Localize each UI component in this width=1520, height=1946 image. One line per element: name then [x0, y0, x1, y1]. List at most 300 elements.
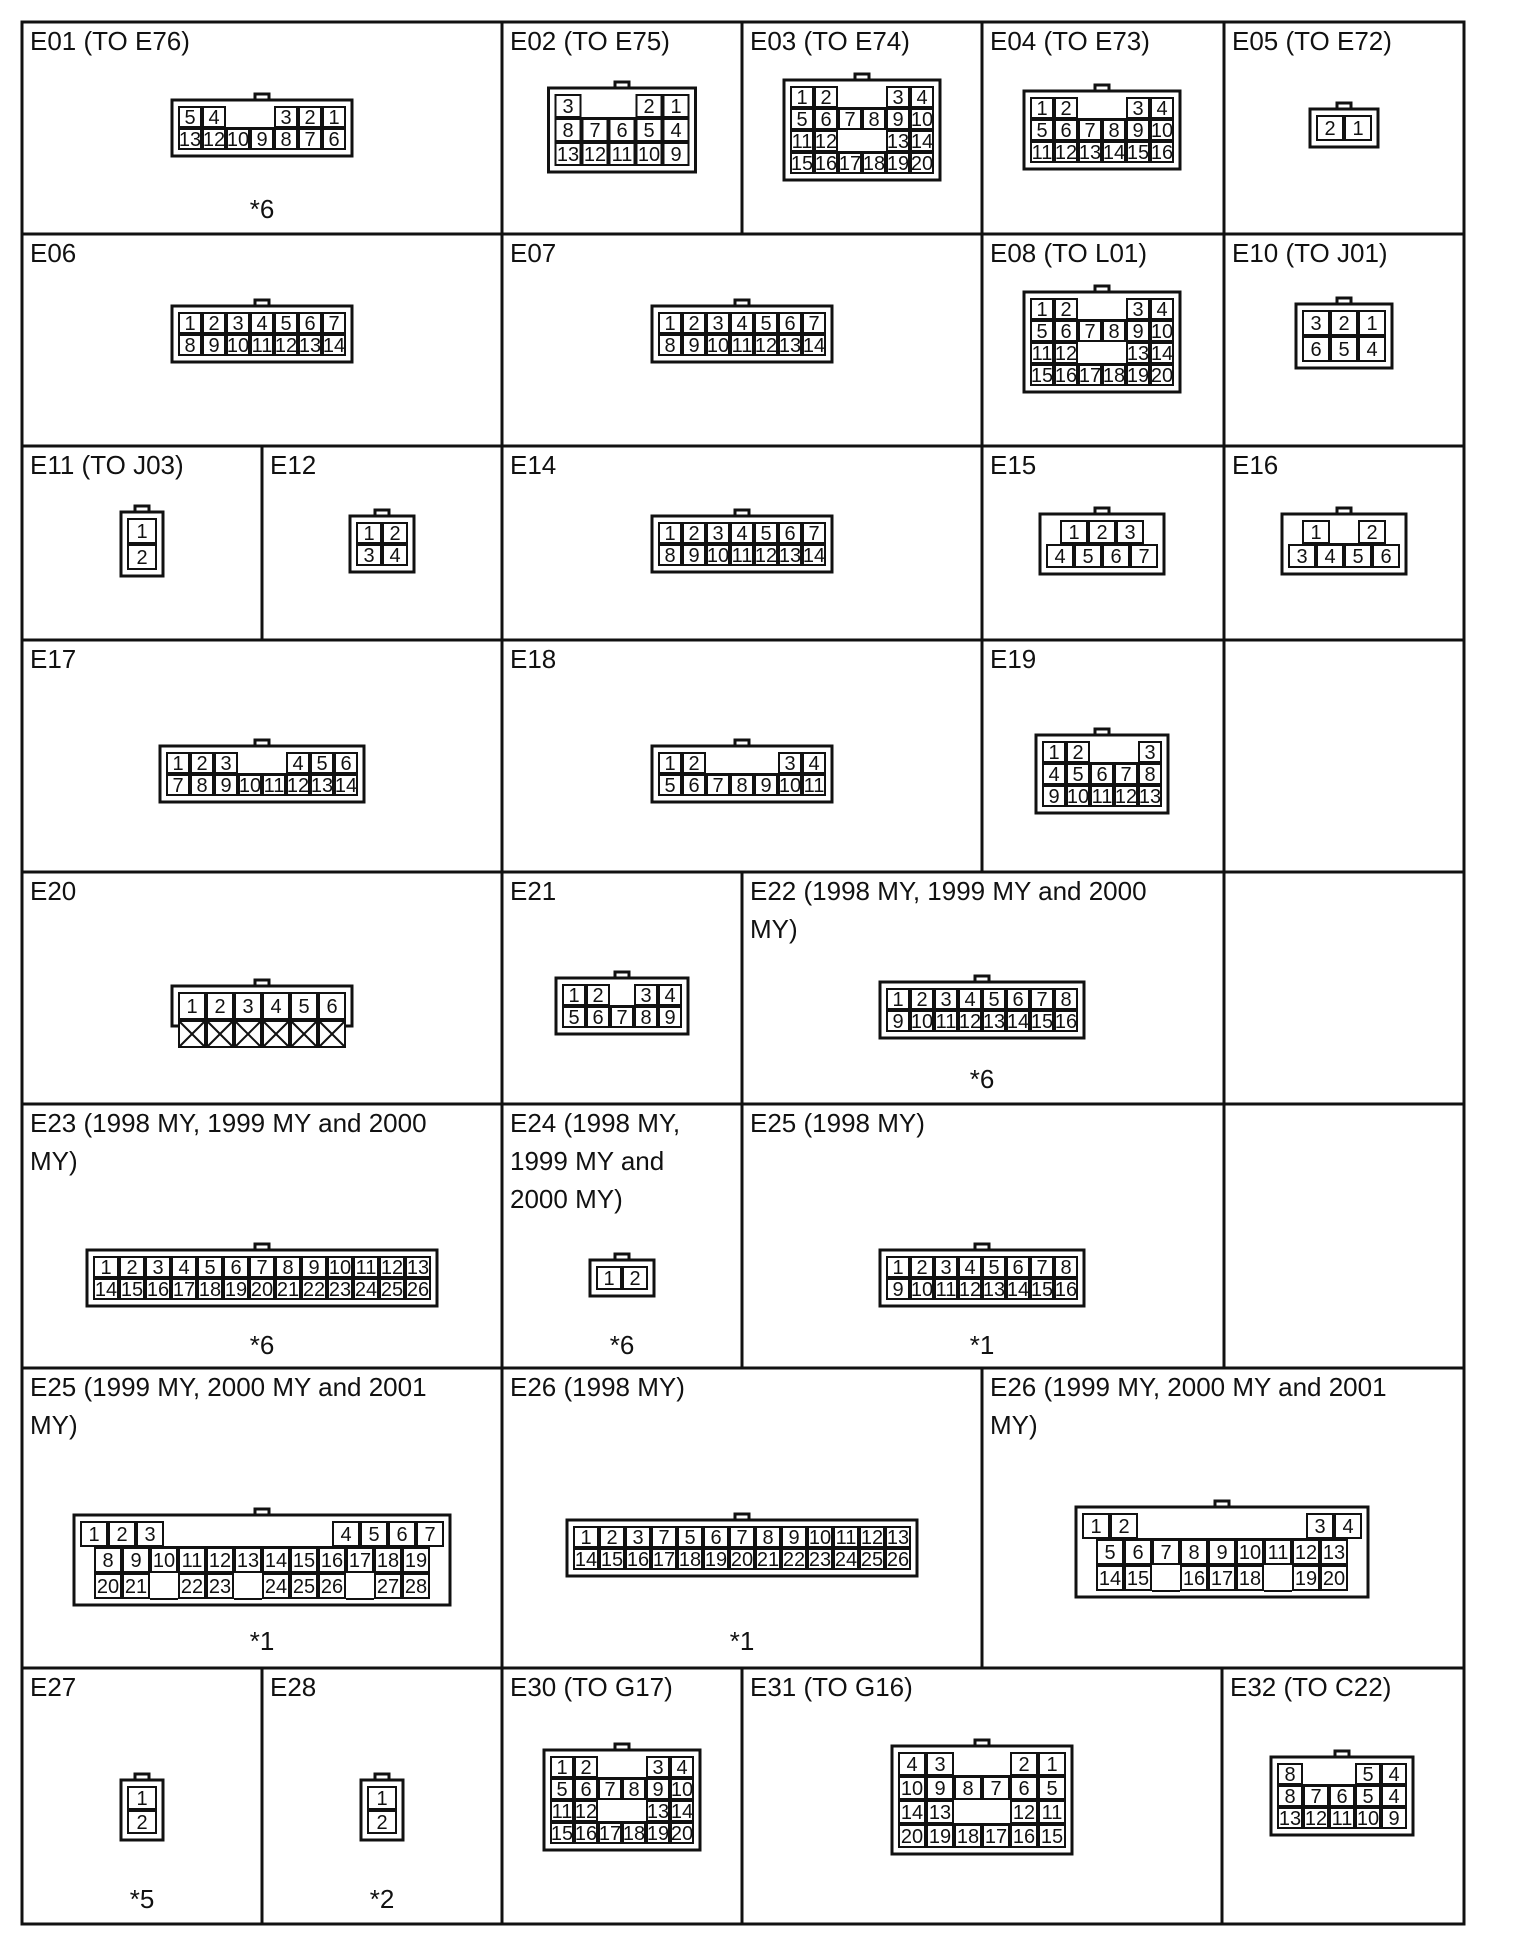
- pin-number: 13: [178, 129, 202, 151]
- pin-number: 6: [592, 1007, 604, 1029]
- pin-number: 6: [1060, 321, 1072, 343]
- pin-number: 1: [556, 1757, 568, 1779]
- connector-e19: [1036, 729, 1168, 813]
- connector-e23: [87, 1244, 437, 1306]
- connector-latch: [975, 976, 989, 982]
- pin-number: 5: [556, 1779, 568, 1801]
- pin-number: 5: [368, 1524, 380, 1546]
- pin-number: 16: [146, 1279, 170, 1301]
- connector-latch: [1335, 1751, 1349, 1757]
- pin-number: 11: [181, 1550, 203, 1572]
- cell-border: [502, 1104, 742, 1368]
- pin-number: 21: [276, 1279, 300, 1301]
- pin-number: 6: [326, 996, 338, 1018]
- connector-e26b: [1076, 1501, 1368, 1597]
- pin-number: 13: [298, 335, 322, 357]
- pin-number: 9: [1216, 1542, 1228, 1564]
- pin-number: 1: [1048, 742, 1060, 764]
- pin-number: 12: [1054, 142, 1078, 164]
- pin-number: 2: [1072, 742, 1084, 764]
- pin-number: 20: [250, 1279, 274, 1301]
- connector-label: E05 (TO E72): [1232, 26, 1392, 56]
- connector-e08: [1024, 286, 1180, 392]
- connector-cell-e05: [1224, 22, 1464, 234]
- pin-number: 9: [760, 775, 772, 797]
- pin-number: 2: [1366, 522, 1378, 544]
- pin-number: 9: [308, 1257, 320, 1279]
- pin-number: 2: [629, 1268, 641, 1290]
- pin-number: 5: [1046, 1778, 1058, 1800]
- pin-number: 2: [116, 1524, 128, 1546]
- connector-e32: [1271, 1751, 1413, 1835]
- pin-number: 6: [1018, 1778, 1030, 1800]
- connector-e26a: [567, 1514, 917, 1576]
- pin-number: 7: [589, 120, 601, 142]
- connector-label: E25 (1999 MY, 2000 MY and 2001 MY): [30, 1372, 427, 1440]
- pin-number: 4: [736, 313, 748, 335]
- pin-number: 4: [1324, 546, 1336, 568]
- connector-cell-e25a: [742, 1104, 1224, 1368]
- connector-cell-e11: [22, 446, 262, 640]
- pin-number: 24: [834, 1549, 858, 1571]
- pin-number: 1: [1068, 522, 1080, 544]
- pin-number: 8: [962, 1778, 974, 1800]
- pin-number: 1: [892, 989, 904, 1011]
- pin-number: 10: [328, 1257, 352, 1279]
- footnote-marker: *6: [249, 1330, 275, 1360]
- pin-number: 7: [990, 1778, 1002, 1800]
- pin-number: 13: [1138, 786, 1162, 808]
- pin-number: 6: [820, 109, 832, 131]
- connector-label: E11 (TO J03): [30, 450, 184, 480]
- connector-e24: [590, 1254, 654, 1296]
- pin-number: 6: [616, 120, 628, 142]
- pin-number: 10: [152, 1550, 176, 1572]
- pin-number: 17: [598, 1823, 622, 1845]
- connector-latch: [735, 740, 749, 746]
- pin-number: 8: [282, 1257, 294, 1279]
- pin-number: 15: [1030, 1011, 1054, 1033]
- empty-cell: [1224, 1104, 1464, 1368]
- connector-latch: [375, 510, 389, 516]
- connector-cell-e14: [502, 446, 982, 640]
- pin-number: 5: [664, 775, 676, 797]
- connector-latch: [1095, 729, 1109, 735]
- pin-number: 1: [664, 313, 676, 335]
- connector-label: E19: [990, 644, 1037, 674]
- pin-number: 13: [556, 144, 580, 166]
- connector-latch: [735, 1514, 749, 1520]
- connector-e14: [652, 510, 832, 572]
- pin-number: 11: [791, 131, 813, 153]
- pin-number: 4: [964, 989, 976, 1011]
- pin-number: 12: [1012, 1802, 1036, 1824]
- pin-number: 7: [808, 523, 820, 545]
- pin-number: 1: [603, 1268, 615, 1290]
- connector-cell-e17: [22, 640, 502, 872]
- pin-number: 23: [328, 1279, 352, 1301]
- pin-number: 8: [664, 335, 676, 357]
- pin-number: 15: [1126, 1568, 1150, 1590]
- connector-e27: [121, 1774, 163, 1840]
- pin-number: 6: [1132, 1542, 1144, 1564]
- connector-label: E22 (1998 MY, 1999 MY and 2000 MY): [750, 876, 1147, 944]
- connector-cell-e32: [1222, 1668, 1464, 1924]
- pin-number: 22: [180, 1576, 204, 1598]
- pin-number: 3: [1124, 522, 1136, 544]
- pin-number: 1: [186, 996, 198, 1018]
- connector-e15: [1040, 508, 1164, 574]
- pin-number: 4: [292, 753, 304, 775]
- connector-e20: [172, 980, 352, 1047]
- cell-border: [742, 1104, 1224, 1368]
- pin-number: 16: [1182, 1568, 1206, 1590]
- pin-number: 13: [1322, 1542, 1346, 1564]
- pin-number: 11: [1031, 142, 1053, 164]
- pin-number: 5: [1104, 1542, 1116, 1564]
- pin-number: 14: [334, 775, 358, 797]
- pin-number: 6: [304, 313, 316, 335]
- pin-number: 4: [1342, 1516, 1354, 1538]
- pin-number: 3: [934, 1754, 946, 1776]
- pin-number: 7: [1084, 321, 1096, 343]
- pin-number: 4: [808, 753, 820, 775]
- pin-number: 3: [632, 1527, 644, 1549]
- connector-label: E02 (TO E75): [510, 26, 670, 56]
- pin-number: 19: [404, 1550, 428, 1572]
- connector-e18: [652, 740, 832, 802]
- pin-number: 3: [940, 1257, 952, 1279]
- connector-latch: [1095, 286, 1109, 292]
- pin-number: 5: [1362, 1764, 1374, 1786]
- pin-number: 2: [1338, 313, 1350, 335]
- pin-number: 1: [1352, 118, 1364, 140]
- pin-number: 24: [354, 1279, 378, 1301]
- pin-number: 10: [1150, 321, 1174, 343]
- pin-number: 7: [1310, 1786, 1322, 1808]
- connector-cell-e12: [262, 446, 502, 640]
- pin-number: 19: [646, 1823, 670, 1845]
- footnote-marker: *1: [969, 1330, 995, 1360]
- pin-number: 11: [835, 1527, 857, 1549]
- pin-number: 3: [232, 313, 244, 335]
- pin-number: 12: [274, 335, 298, 357]
- pin-number: 17: [348, 1550, 372, 1572]
- pin-number: 6: [230, 1257, 242, 1279]
- pin-number: 2: [688, 313, 700, 335]
- pin-number: 3: [144, 1524, 156, 1546]
- connector-latch: [135, 1774, 149, 1780]
- pin-number: 5: [1036, 321, 1048, 343]
- pin-number: 13: [778, 545, 802, 567]
- pin-number: 12: [583, 144, 607, 166]
- pin-number: 7: [424, 1524, 436, 1546]
- pin-number: 9: [1132, 120, 1144, 142]
- pin-number: 1: [664, 523, 676, 545]
- pin-number: 4: [270, 996, 282, 1018]
- pin-number: 10: [910, 1011, 934, 1033]
- connector-latch: [1095, 508, 1109, 514]
- pin-number: 10: [1356, 1808, 1380, 1830]
- pin-number: 6: [688, 775, 700, 797]
- pin-number: 5: [988, 989, 1000, 1011]
- connector-label: E10 (TO J01): [1232, 238, 1388, 268]
- connector-e17: [160, 740, 364, 802]
- pin-number: 1: [664, 753, 676, 775]
- connector-cell-e06: [22, 234, 502, 446]
- pin-number: 14: [322, 335, 346, 357]
- connector-label: E12: [270, 450, 317, 480]
- pin-number: 4: [906, 1754, 918, 1776]
- pin-number: 17: [1210, 1568, 1234, 1590]
- pin-number: 13: [886, 1527, 910, 1549]
- connector-e25a: [880, 1244, 1084, 1306]
- pin-number: 18: [678, 1549, 702, 1571]
- pin-number: 9: [688, 545, 700, 567]
- footnote-marker: *1: [729, 1626, 755, 1656]
- pin-number: 19: [1126, 365, 1150, 387]
- pin-number: 4: [1156, 98, 1168, 120]
- pin-number: 11: [803, 775, 825, 797]
- connector-latch: [255, 1509, 269, 1515]
- pin-number: 5: [1072, 764, 1084, 786]
- pin-number: 11: [1041, 1802, 1063, 1824]
- connector-label: E30 (TO G17): [510, 1672, 673, 1702]
- pin-number: 9: [130, 1550, 142, 1572]
- pin-number: 14: [94, 1279, 118, 1301]
- pin-number: 2: [126, 1257, 138, 1279]
- pin-number: 1: [1310, 522, 1322, 544]
- pin-number: 13: [310, 775, 334, 797]
- pin-number: 10: [637, 144, 661, 166]
- pin-number: 6: [340, 753, 352, 775]
- footnote-marker: *1: [249, 1626, 275, 1656]
- pin-number: 6: [1012, 989, 1024, 1011]
- pin-number: 14: [802, 335, 826, 357]
- pin-number: 6: [1096, 764, 1108, 786]
- connector-label: E08 (TO L01): [990, 238, 1148, 268]
- pin-number: 7: [1160, 1542, 1172, 1564]
- connector-e16: [1282, 508, 1406, 574]
- pin-number: 11: [611, 144, 633, 166]
- connector-e11: [121, 506, 163, 576]
- connector-cell-e20: [22, 872, 502, 1104]
- pin-number: 20: [730, 1549, 754, 1571]
- connector-label: E32 (TO C22): [1230, 1672, 1392, 1702]
- pin-number: 2: [820, 87, 832, 109]
- footnote-marker: *5: [129, 1884, 155, 1914]
- pin-number: 7: [1036, 1257, 1048, 1279]
- pin-number: 11: [1031, 343, 1053, 365]
- pin-number: 3: [640, 985, 652, 1007]
- pin-number: 9: [670, 144, 682, 166]
- pin-number: 1: [1036, 98, 1048, 120]
- pin-number: 9: [220, 775, 232, 797]
- pin-number: 1: [328, 107, 340, 129]
- pin-number: 9: [1132, 321, 1144, 343]
- pin-number: 5: [298, 996, 310, 1018]
- connector-label: E06: [30, 238, 77, 268]
- pin-number: 8: [628, 1779, 640, 1801]
- pin-number: 8: [1060, 1257, 1072, 1279]
- pin-number: 3: [712, 523, 724, 545]
- pin-number: 16: [814, 153, 838, 175]
- pin-number: 4: [676, 1757, 688, 1779]
- pin-number: 12: [1294, 1542, 1318, 1564]
- connector-cell-e03: [742, 22, 982, 234]
- pin-number: 5: [760, 523, 772, 545]
- pin-number: 5: [643, 120, 655, 142]
- pin-number: 2: [1060, 98, 1072, 120]
- pin-number: 15: [600, 1549, 624, 1571]
- pin-number: 3: [712, 313, 724, 335]
- connector-label: E18: [510, 644, 557, 674]
- pin-number: 4: [256, 313, 268, 335]
- pin-number: 10: [706, 335, 730, 357]
- connector-label: E23 (1998 MY, 1999 MY and 2000 MY): [30, 1108, 427, 1176]
- pin-number: 8: [1188, 1542, 1200, 1564]
- pin-number: 6: [784, 313, 796, 335]
- pin-number: 4: [916, 87, 928, 109]
- connector-cell-e31: [742, 1668, 1222, 1924]
- pin-number: 7: [604, 1779, 616, 1801]
- pin-number: 7: [172, 775, 184, 797]
- pin-number: 10: [238, 775, 262, 797]
- connector-e25b: [74, 1509, 450, 1605]
- connector-label: E28: [270, 1672, 317, 1702]
- connector-e06: [172, 300, 352, 362]
- connector-latch: [135, 506, 149, 512]
- pin-number: 12: [1114, 786, 1138, 808]
- pin-number: 11: [551, 1801, 573, 1823]
- empty-cell: [1224, 872, 1464, 1104]
- pin-number: 3: [1314, 1516, 1326, 1538]
- pin-number: 8: [1060, 989, 1072, 1011]
- pin-number: 5: [316, 753, 328, 775]
- pin-number: 20: [910, 153, 934, 175]
- pin-number: 8: [102, 1550, 114, 1572]
- connector-cell-e26b: [982, 1368, 1464, 1668]
- pin-number: 16: [320, 1550, 344, 1572]
- connector-label: E21: [510, 876, 557, 906]
- pin-number: 12: [380, 1257, 404, 1279]
- pin-number: 1: [363, 523, 375, 545]
- pin-number: 14: [264, 1550, 288, 1572]
- pin-number: 16: [574, 1823, 598, 1845]
- pin-number: 7: [1036, 989, 1048, 1011]
- pin-number: 10: [1066, 786, 1090, 808]
- pin-number: 8: [640, 1007, 652, 1029]
- cell-border: [22, 1104, 502, 1368]
- pin-number: 5: [280, 313, 292, 335]
- pin-number: 14: [1150, 343, 1174, 365]
- pin-number: 7: [808, 313, 820, 335]
- connector-e03: [784, 74, 940, 180]
- pin-number: 2: [1060, 299, 1072, 321]
- pin-number: 11: [935, 1011, 957, 1033]
- connector-e07: [652, 300, 832, 362]
- pin-number: 5: [1338, 339, 1350, 361]
- pin-number: 9: [934, 1778, 946, 1800]
- pin-number: 7: [1138, 546, 1150, 568]
- pin-number: 20: [1322, 1568, 1346, 1590]
- connector-label: E17: [30, 644, 77, 674]
- connector-latch: [735, 300, 749, 306]
- pin-number: 10: [1150, 120, 1174, 142]
- pin-number: 12: [814, 131, 838, 153]
- footnote-marker: *6: [969, 1064, 995, 1094]
- pin-number: 8: [1108, 120, 1120, 142]
- pin-number: 9: [664, 1007, 676, 1029]
- connector-label: E16: [1232, 450, 1279, 480]
- connector-cell-e10: [1224, 234, 1464, 446]
- connector-latch: [255, 1244, 269, 1250]
- pin-number: 22: [782, 1549, 806, 1571]
- pin-number: 12: [574, 1801, 598, 1823]
- pin-number: 15: [1126, 142, 1150, 164]
- pin-number: 26: [886, 1549, 910, 1571]
- connector-latch: [1337, 103, 1351, 109]
- pin-number: 15: [1030, 1279, 1054, 1301]
- connector-latch: [735, 510, 749, 516]
- pin-number: 16: [1054, 1279, 1078, 1301]
- pin-number: 4: [1054, 546, 1066, 568]
- pin-number: 14: [900, 1802, 924, 1824]
- connector-e01: [172, 94, 352, 156]
- connector-cell-e25b: [22, 1368, 502, 1668]
- pin-number: 8: [736, 775, 748, 797]
- pin-number: 21: [756, 1549, 780, 1571]
- pin-number: 2: [643, 96, 655, 118]
- pin-number: 17: [838, 153, 862, 175]
- connector-label: E04 (TO E73): [990, 26, 1150, 56]
- pin-number: 8: [1284, 1764, 1296, 1786]
- connector-e02: [549, 82, 696, 172]
- pin-number: 15: [1030, 365, 1054, 387]
- pin-number: 9: [788, 1527, 800, 1549]
- connector-label: E20: [30, 876, 77, 906]
- pin-number: 11: [731, 545, 753, 567]
- connector-cell-e23: [22, 1104, 502, 1368]
- pin-number: 19: [928, 1826, 952, 1848]
- connector-cell-e08: [982, 234, 1224, 446]
- pin-number: 18: [862, 153, 886, 175]
- pin-number: 10: [670, 1779, 694, 1801]
- pin-number: 6: [1110, 546, 1122, 568]
- pin-number: 2: [916, 1257, 928, 1279]
- connector-e10: [1296, 298, 1392, 368]
- connector-latch: [615, 1744, 629, 1750]
- pin-number: 5: [796, 109, 808, 131]
- pin-number: 2: [196, 753, 208, 775]
- pin-number: 8: [1144, 764, 1156, 786]
- connector-latch: [255, 980, 269, 986]
- pin-number: 12: [754, 545, 778, 567]
- pin-number: 1: [88, 1524, 100, 1546]
- pin-number: 8: [664, 545, 676, 567]
- pin-number: 6: [1380, 546, 1392, 568]
- connector-cell-e18: [502, 640, 982, 872]
- connector-latch: [975, 1740, 989, 1746]
- connector-latch: [1095, 85, 1109, 91]
- pin-number: 14: [802, 545, 826, 567]
- pin-number: 15: [120, 1279, 144, 1301]
- pin-number: 8: [1108, 321, 1120, 343]
- pin-number: 7: [1120, 764, 1132, 786]
- connector-label: E27: [30, 1672, 77, 1702]
- pin-number: 3: [363, 545, 375, 567]
- pin-number: 4: [1156, 299, 1168, 321]
